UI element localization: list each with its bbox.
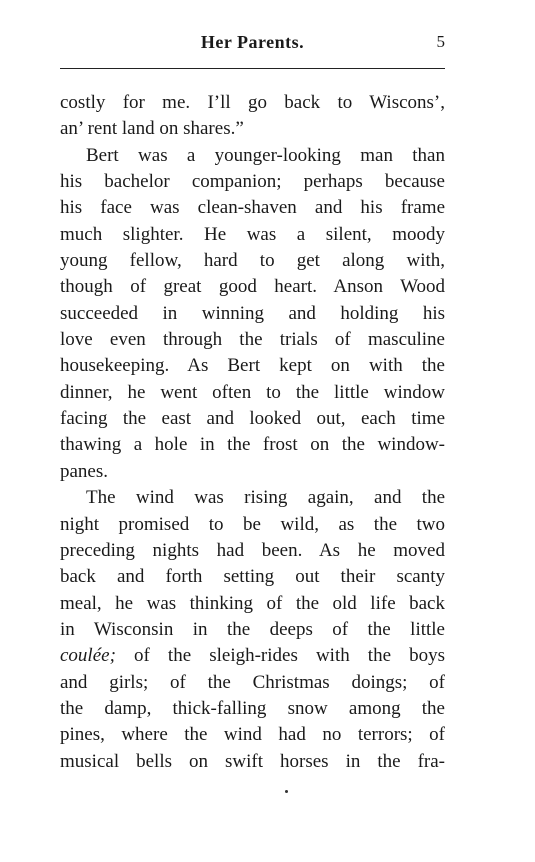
text-line: the damp, thick-falling snow among the [60, 697, 445, 719]
text-line: dinner, he went often to the little window [60, 381, 445, 403]
text-line: an’ rent land on shares.” [60, 118, 244, 140]
text-line: costly for me. I’ll go back to Wiscons’, [60, 92, 445, 113]
running-head [60, 32, 445, 58]
text-line: in Wisconsin in the deeps of the little [60, 618, 445, 640]
text-line: housekeeping. As Bert kept on with the [60, 355, 445, 377]
text-line: preceding nights had been. As he moved [60, 539, 445, 561]
text-line: and girls; of the Christmas doings; of [60, 671, 445, 693]
text-line: succeeded in winning and holding his [60, 302, 445, 324]
header-rule [60, 68, 445, 69]
body-text [60, 90, 445, 775]
text-line: much slighter. He was a silent, moody [60, 223, 445, 245]
text-line: Bert was a younger-looking man than [86, 144, 445, 166]
text-line: musical bells on swift horses in the fra- [60, 750, 445, 772]
text-line: his bachelor companion; perhaps because [60, 171, 445, 193]
text-line: young fellow, hard to get along with, [60, 250, 445, 272]
text-line: meal, he was thinking of the old life back [60, 592, 445, 614]
text-line: night promised to be wild, as the two [60, 513, 445, 535]
text-line: back and forth setting out their scanty [60, 566, 445, 588]
text-line: pines, where the wind had no terrors; of [60, 724, 445, 746]
text-line: facing the east and looked out, each time [60, 408, 445, 430]
text-line: thawing a hole in the frost on the window- [60, 434, 445, 456]
running-title: Her Parents. [200, 32, 305, 52]
text-line: his face was clean-shaven and his frame [60, 197, 445, 219]
text-line: though of great good heart. Anson Wood [60, 276, 445, 298]
text-line: panes. [60, 460, 109, 482]
text-line-rest: of the sleigh-rides with the boys [134, 645, 445, 667]
italic-word: coulée; [60, 645, 116, 667]
text-line-with-italic [60, 643, 445, 669]
text-line: The wind was rising again, and the [86, 487, 445, 509]
page-number: 5 [436, 32, 445, 51]
footer-dot [285, 790, 288, 793]
text-line: love even through the trials of masculine [60, 329, 445, 351]
